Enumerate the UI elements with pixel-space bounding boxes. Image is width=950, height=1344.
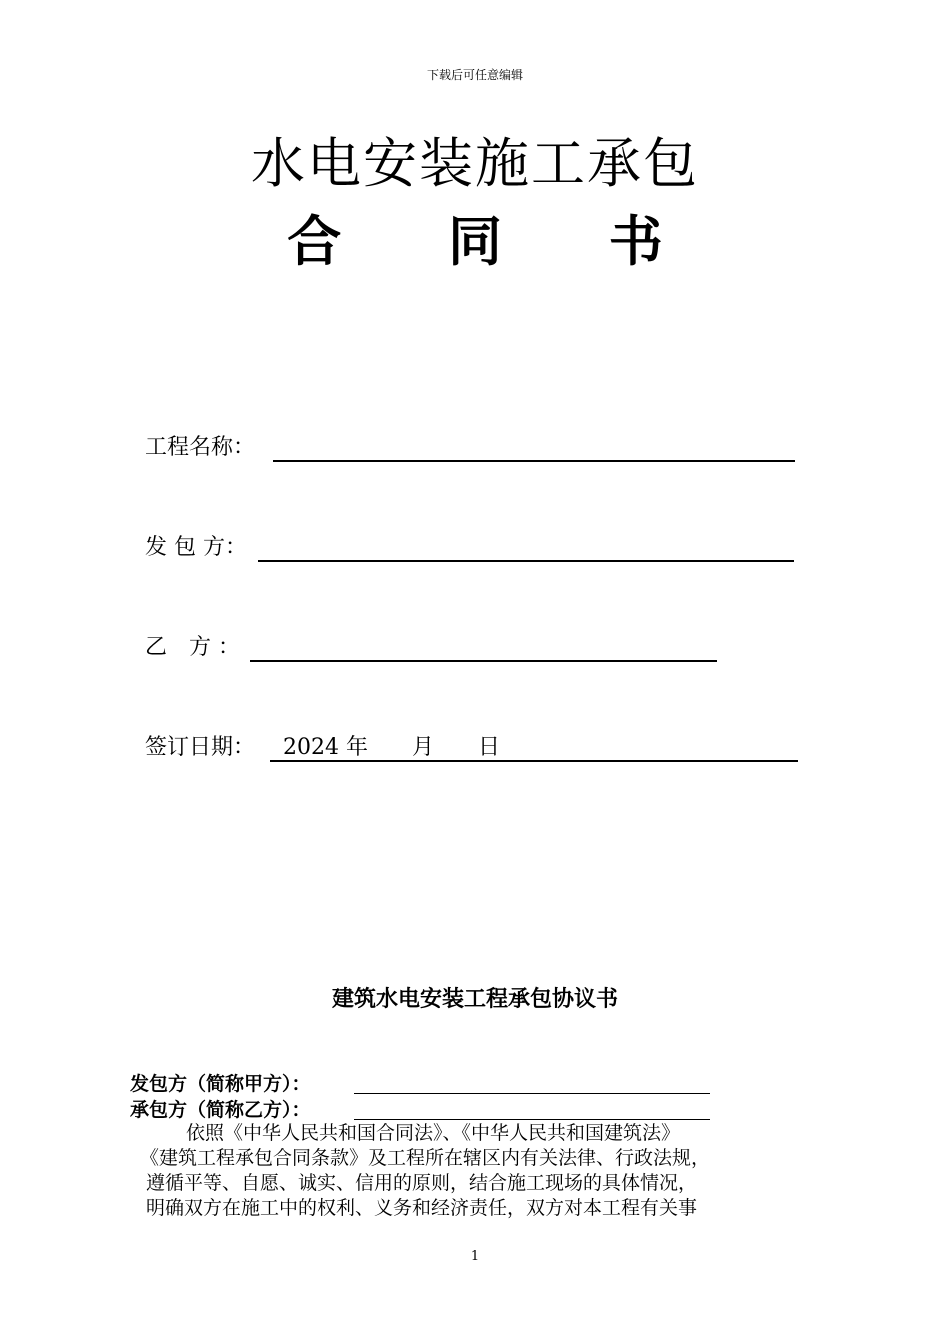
document-title-line2: 合 同 书: [287, 209, 707, 273]
party-b-agreement-label: 承包方（简称乙方）：: [130, 1099, 311, 1121]
paragraph-line: 明确双方在施工中的权利、义务和经济责任，双方对本工程有关事: [146, 1197, 698, 1219]
project-name-label: 工程名称：: [145, 435, 256, 460]
agreement-paragraph: [140, 1121, 820, 1221]
project-name-underline: [273, 460, 795, 462]
party-a-underline: [354, 1093, 710, 1094]
page-number: 1: [470, 1249, 480, 1264]
paragraph-line: 《建筑工程承包合同条款》及工程所在辖区内有关法律、行政法规，: [140, 1147, 711, 1169]
header-note: 下载后可任意编辑: [426, 68, 523, 82]
sign-date-field: [145, 732, 805, 764]
employer-field: [145, 532, 805, 564]
party-b-label: 乙 方 ：: [145, 635, 240, 660]
party-b-agreement-underline: [354, 1119, 710, 1120]
employer-label: 发 包 方：: [145, 535, 247, 560]
party-b-line: [130, 1097, 720, 1123]
agreement-title: 建筑水电安装工程承包协议书: [331, 986, 618, 1012]
paragraph-line: 依照《中华人民共和国合同法》、《中华人民共和国建筑法》: [148, 1122, 681, 1144]
paragraph-line: 遵循平等、自愿、诚实、信用的原则，结合施工现场的具体情况，: [146, 1172, 698, 1194]
party-a-label: 发包方（简称甲方）：: [130, 1073, 311, 1095]
sign-date-label: 签订日期：: [145, 735, 256, 760]
party-a-line: [130, 1071, 720, 1097]
document-title-line1: 水电安装施工承包: [251, 132, 699, 195]
sign-date-underline: [270, 760, 798, 762]
project-name-field: [145, 432, 805, 464]
party-b-underline: [250, 660, 717, 662]
employer-underline: [258, 560, 794, 562]
sign-date-value: 2024 年 月 日: [283, 735, 500, 760]
party-b-field: [145, 632, 805, 664]
